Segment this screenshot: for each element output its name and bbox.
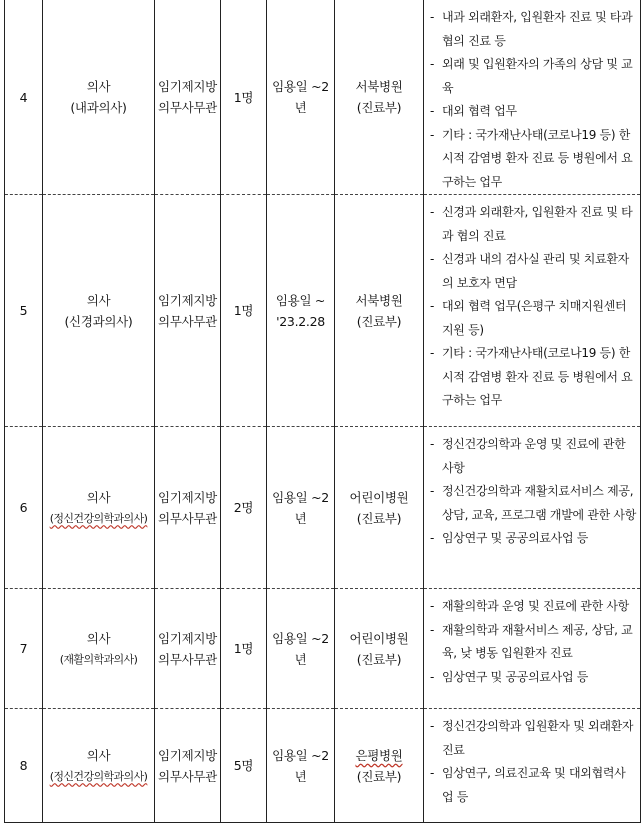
- table-row: [5, 589, 641, 709]
- table-body: [5, 0, 641, 823]
- duty-item: - 재활의학과 재활서비스 제공, 상담, 교육, 낮 병동 입원환자 진료: [428, 619, 636, 666]
- position-cell: [43, 589, 155, 709]
- headcount: 1명: [221, 195, 267, 427]
- row-number: 5: [5, 195, 43, 427]
- term: 임용일 ~ '23.2.28: [267, 195, 335, 427]
- duties-list: [428, 595, 636, 689]
- workplace-cell: [335, 195, 424, 427]
- position-title: 의사: [86, 489, 111, 505]
- position-specialty: (내과의사): [70, 100, 127, 115]
- workplace-department: (진료부): [356, 313, 402, 329]
- duty-item: - 임상연구 및 공공의료사업 등: [428, 527, 636, 551]
- table-row: [5, 0, 641, 195]
- term: 임용일 ~2년: [267, 427, 335, 589]
- duty-item: - 내과 외래환자, 입원환자 진료 및 타과 협의 진료 등: [428, 6, 636, 53]
- duty-item: - 정신건강의학과 운영 및 진료에 관한 사항: [428, 433, 636, 480]
- position-title: 의사: [86, 747, 111, 763]
- duties-list: [428, 6, 636, 194]
- duties-cell: [424, 427, 641, 589]
- term: 임용일 ~2년: [267, 709, 335, 823]
- employment-type: 임기제지방 의무사무관: [155, 427, 221, 589]
- position-specialty: (정신건강의학과의사): [49, 511, 148, 525]
- workplace-department: (진료부): [356, 100, 402, 115]
- workplace-name: 어린이병원: [349, 489, 409, 505]
- duties-list: [428, 715, 636, 809]
- workplace-department: (진료부): [356, 651, 402, 667]
- workplace-cell: [335, 589, 424, 709]
- duty-item: - 외래 및 입원환자의 가족의 상담 및 교육: [428, 53, 636, 100]
- employment-type: 임기제지방 의무사무관: [155, 195, 221, 427]
- workplace-cell: [335, 0, 424, 195]
- duty-item: - 신경과 내의 검사실 관리 및 치료환자의 보호자 면담: [428, 248, 636, 295]
- position-title: 의사: [86, 292, 111, 308]
- table-row: [5, 195, 641, 427]
- position-cell: [43, 427, 155, 589]
- row-number: 4: [5, 0, 43, 195]
- duties-list: [428, 201, 636, 413]
- duty-item: - 정신건강의학과 입원환자 및 외래환자 진료: [428, 715, 636, 762]
- position-specialty: (신경과의사): [64, 313, 133, 329]
- table-row: [5, 427, 641, 589]
- workplace-department: (진료부): [356, 510, 402, 526]
- row-number: 8: [5, 709, 43, 823]
- row-number: 7: [5, 589, 43, 709]
- duty-item: - 기타 : 국가재난사태(코로나19 등) 한시적 감염병 환자 진료 등 병원에서 요구하는 업무: [428, 124, 636, 195]
- duties-cell: [424, 709, 641, 823]
- duty-item: - 재활의학과 운영 및 진료에 관한 사항: [428, 595, 636, 619]
- position-title: 의사: [86, 630, 111, 646]
- table-row: [5, 709, 641, 823]
- workplace-name: 어린이병원: [349, 630, 409, 646]
- duty-item: - 정신건강의학과 재활치료서비스 제공, 상담, 교육, 프로그램 개발에 관한 사항: [428, 480, 636, 527]
- workplace-name: 서북병원: [355, 79, 403, 94]
- duty-item: - 기타 : 국가재난사태(코로나19 등) 한시적 감염병 환자 진료 등 병원에서 요구하는 업무: [428, 342, 636, 413]
- duties-cell: [424, 0, 641, 195]
- duty-item: - 임상연구, 의료진교육 및 대외협력사업 등: [428, 762, 636, 809]
- workplace-cell: [335, 427, 424, 589]
- recruitment-table: [4, 0, 641, 823]
- workplace-cell: [335, 709, 424, 823]
- employment-type: 임기제지방 의무사무관: [155, 589, 221, 709]
- duties-cell: [424, 589, 641, 709]
- workplace-department: (진료부): [356, 768, 402, 784]
- position-cell: [43, 709, 155, 823]
- headcount: 5명: [221, 709, 267, 823]
- duties-list: [428, 433, 636, 551]
- headcount: 1명: [221, 0, 267, 195]
- position-cell: [43, 195, 155, 427]
- duty-item: - 대외 협력 업무(은평구 치매지원센터 지원 등): [428, 295, 636, 342]
- workplace-name: 서북병원: [355, 292, 403, 308]
- term: 임용일 ~2년: [267, 589, 335, 709]
- duties-cell: [424, 195, 641, 427]
- row-number: 6: [5, 427, 43, 589]
- position-title: 의사: [86, 79, 111, 94]
- duty-item: - 임상연구 및 공공의료사업 등: [428, 666, 636, 690]
- workplace-name: 은평병원: [355, 747, 403, 763]
- position-cell: [43, 0, 155, 195]
- duty-item: - 대외 협력 업무: [428, 100, 636, 124]
- term: 임용일 ~2년: [267, 0, 335, 195]
- position-specialty: (재활의학과의사): [59, 652, 138, 666]
- duty-item: - 신경과 외래환자, 입원환자 진료 및 타과 협의 진료: [428, 201, 636, 248]
- employment-type: 임기제지방 의무사무관: [155, 709, 221, 823]
- position-specialty: (정신건강의학과의사): [49, 769, 148, 783]
- employment-type: 임기제지방 의무사무관: [155, 0, 221, 195]
- headcount: 1명: [221, 589, 267, 709]
- headcount: 2명: [221, 427, 267, 589]
